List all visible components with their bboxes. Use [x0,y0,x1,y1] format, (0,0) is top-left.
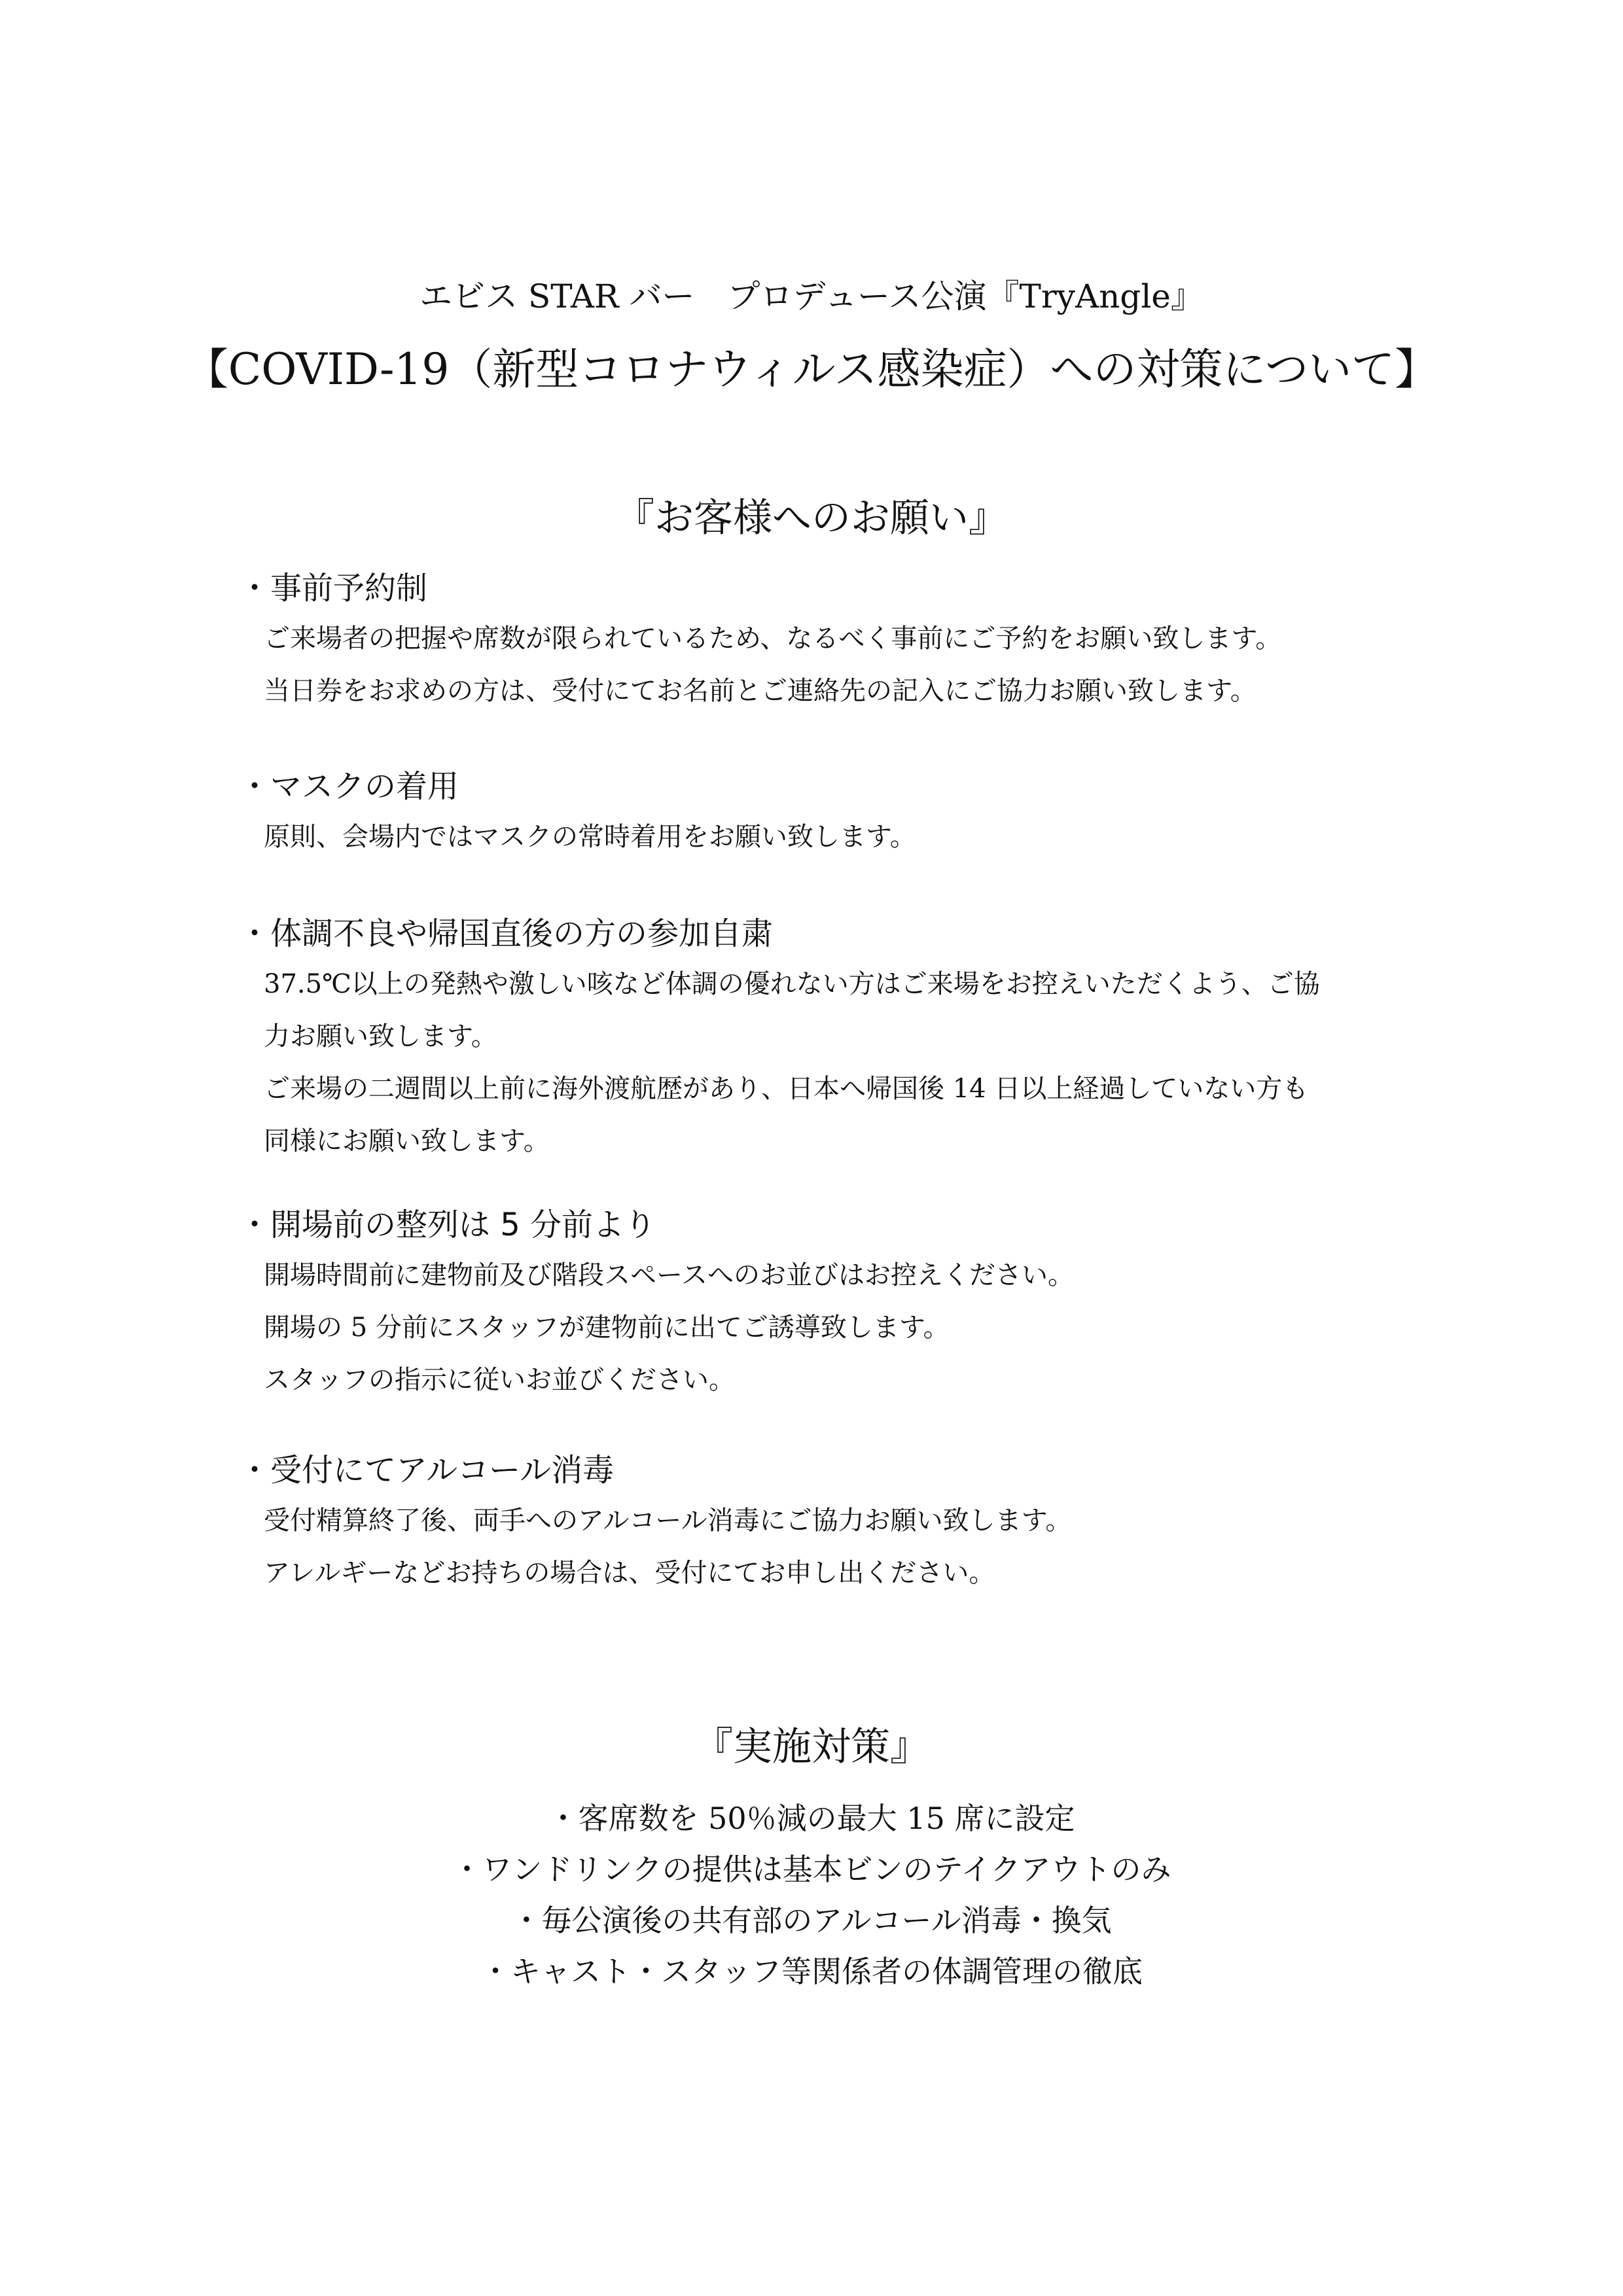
request-item-text: 37.5℃以上の発熱や激しい咳など体調の優れない方はご来場をお控えいただくよう、ご協 [264,969,1320,999]
request-item-text: 同様にお願い致します。 [264,1126,550,1156]
event-subtitle: エビス STAR バー プロデュース公演『TryAngle』 [419,277,1204,315]
request-item-title: ・開場前の整列は 5 分前より [239,1207,656,1243]
request-item-queue [239,1201,1417,1406]
measure-item: ・ワンドリンクの提供は基本ビンのテイクアウトのみ [452,1852,1171,1887]
measure-item: ・客席数を 50％減の最大 15 席に設定 [548,1801,1075,1836]
request-item-text: 原則、会場内ではマスクの常時着用をお願い致します。 [264,822,916,852]
request-item-title: ・マスクの着用 [239,768,459,805]
request-item-title: ・事前予約制 [239,570,428,607]
request-item-reservation [239,564,1417,717]
request-item-title: ・体調不良や帰国直後の方の参加自粛 [239,915,774,952]
request-item-title: ・受付にてアルコール消毒 [239,1452,615,1489]
request-item-disinfection [239,1446,1417,1599]
document-title: 【COVID-19（新型コロナウィルス感染症）への対策について】 [185,344,1438,395]
request-item-text: 開場の 5 分前にスタッフが建物前に出てご誘導致します。 [264,1313,950,1343]
requests-heading: 『お客様へのお願い』 [615,495,1008,541]
request-item-text: 開場時間前に建物前及び階段スペースへのお並びはお控えください。 [264,1260,1074,1290]
request-item-text: ご来場者の把握や席数が限られているため、なるべく事前にご予約をお願い致します。 [264,624,1282,654]
measure-item: ・キャスト・スタッフ等関係者の体調管理の徹底 [480,1954,1143,1989]
measure-item: ・毎公演後の共有部のアルコール消毒・換気 [511,1903,1112,1938]
request-item-text: 力お願い致します。 [264,1021,497,1051]
measures-heading: 『実施対策』 [694,1724,929,1770]
request-item-text: 受付精算終了後、両手へのアルコール消毒にご協力お願い致します。 [264,1506,1072,1536]
request-item-text: アレルギーなどお持ちの場合は、受付にてお申し出ください。 [264,1558,995,1588]
request-item-text: スタッフの指示に従いお並びください。 [264,1365,735,1395]
request-item-text: 当日券をお求めの方は、受付にてお名前とご連絡先の記入にご協力お願い致します。 [264,676,1257,706]
request-item-text: ご来場の二週間以上前に海外渡航歴があり、日本へ帰国後 14 日以上経過していない方も [264,1074,1309,1104]
request-item-health [239,910,1417,1167]
request-item-mask [239,762,1417,863]
